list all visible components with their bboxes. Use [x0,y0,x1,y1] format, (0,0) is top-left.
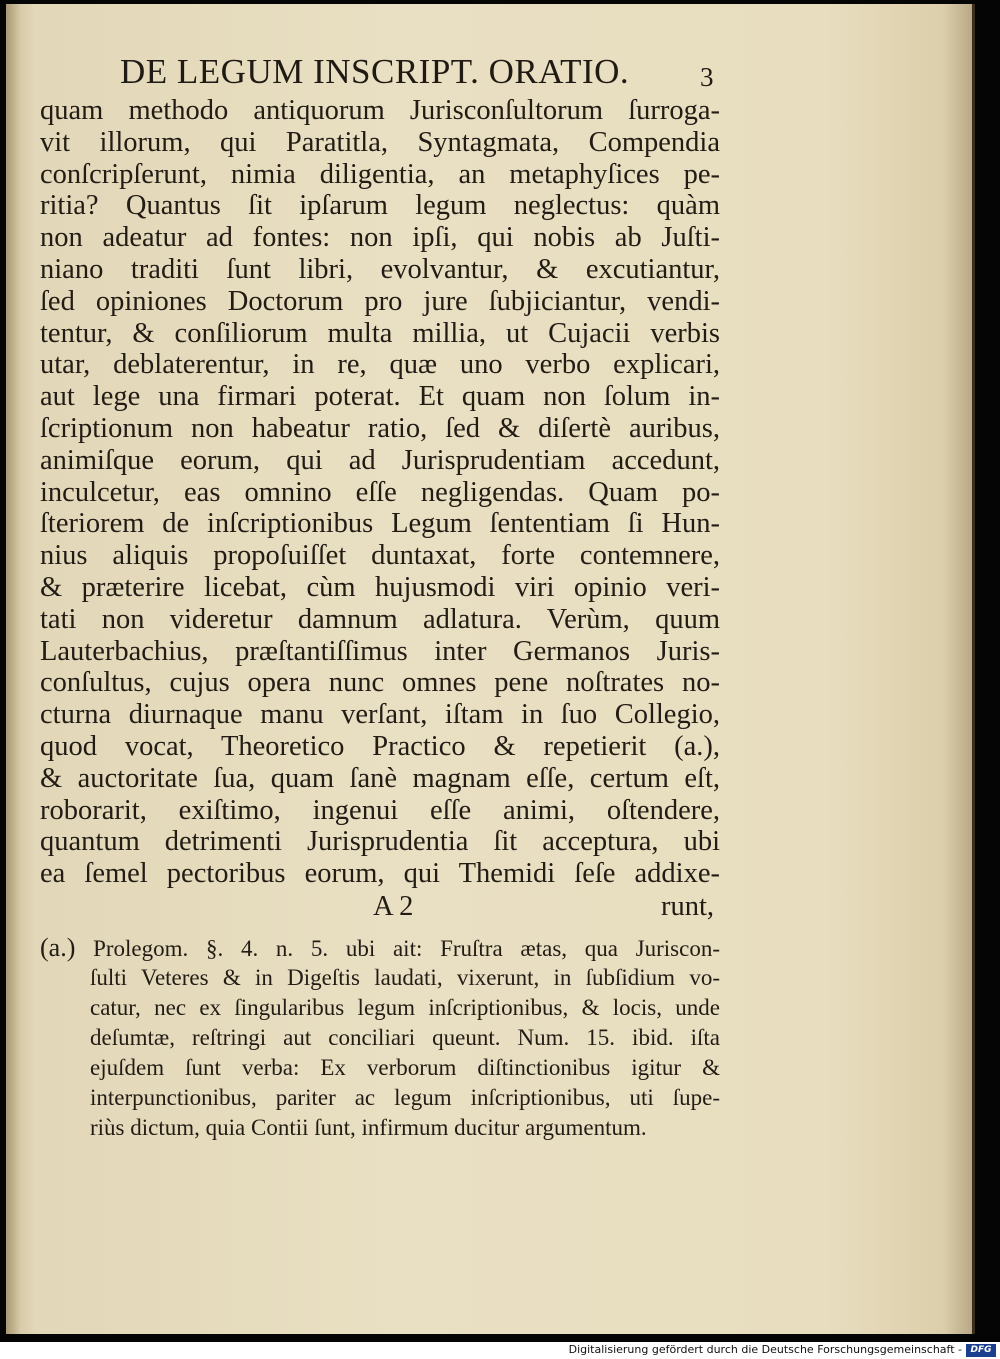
footnote-line: catur, nec ex ſingularibus legum inſcriptionibus, & locis, unde [90,995,720,1020]
text-line: ea ſemel pectoribus eorum, qui Themidi ſeſe addixe- [40,858,720,890]
page-gutter-shadow [6,4,20,1334]
text-line: quod vocat, Theoretico Practico & repetierit (a.), [40,730,720,762]
text-line: ſteriorem de inſcriptionibus Legum ſententiam ſi Hun- [40,508,720,540]
footnote-line: deſumtæ, reſtringi aut conciliari queunt. Num. 15. ibid. iſta [90,1025,720,1050]
text-line: niano traditi ſunt libri, evolvantur, & excutiantur, [40,253,720,285]
page-number: 3 [700,62,714,92]
text-line: conſcripſerunt, nimia diligentia, an metaphyſices pe- [40,158,720,190]
text-line: tentur, & conſiliorum multa millia, ut Cujacii verbis [40,317,720,349]
footnote-line: ejuſdem ſunt verba: Ex verborum diſtinctionibus igitur & [90,1055,720,1080]
funding-text: Digitalisierung gefördert durch die Deutsche Forschungsgemeinschaft - [568,1343,962,1356]
text-line: & præterire licebat, cùm hujusmodi viri opinio veri- [40,571,720,603]
footnote-line: interpunctionibus, pariter ac legum inſcriptionibus, uti ſupe- [90,1085,720,1110]
text-line: utar, deblaterentur, in re, quæ uno verbo explicari, [40,349,720,381]
text-line: inculcetur, eas omnino eſſe negligendas. Quam po- [40,476,720,508]
running-head: DE LEGUM INSCRIPT. ORATIO. [120,52,630,91]
funding-banner [0,1342,1000,1359]
footnote-line: riùs dictum, quia Contii ſunt, infirmum ducitur argumentum. [90,1115,647,1140]
text-line: ſcriptionum non habeatur ratio, ſed & diſertè auribus, [40,412,720,444]
main-text [40,95,720,890]
text-line: & auctoritate ſua, quam ſanè magnam eſſe, certum eſt, [40,762,720,794]
signature-line [40,891,720,923]
dfg-logo: DFG [966,1344,996,1357]
footnote-line [40,933,720,963]
text-line: ſed opiniones Doctorum pro jure ſubjiciantur, vendi- [40,285,720,317]
text-line: tati non videretur damnum adlatura. Verùm, quum [40,603,720,635]
text-line: cturna diurnaque manu verſant, iſtam in ſuo Collegio, [40,699,720,731]
text-line: aut lege una firmari poterat. Et quam non ſolum in- [40,381,720,413]
text-line: quantum detrimenti Jurisprudentia ſit acceptura, ubi [40,826,720,858]
footnote [40,933,720,1143]
text-line: Lauterbachius, præſtantiſſimus inter Germanos Juris- [40,635,720,667]
text-line: quam methodo antiquorum Jurisconſultorum ſurroga- [40,95,720,126]
text-line: vit illorum, qui Paratitla, Syntagmata, Compendia [40,126,720,158]
footnote-line: ſulti Veteres & in Digeſtis laudati, vixerunt, in ſubſidium vo- [90,965,720,990]
signature-mark: A 2 [373,891,414,922]
text-line: conſultus, cujus opera nunc omnes pene noſtrates no- [40,667,720,699]
text-line: ritia? Quantus ſit ipſarum legum neglectus: quàm [40,190,720,222]
text-line: nius aliquis propoſuiſſet duntaxat, forte contemnere, [40,540,720,572]
footnote-mark: (a.) [40,933,76,962]
text-line: non adeatur ad fontes: non ipſi, qui nobis ab Juſti- [40,222,720,254]
text-line: roborarit, exiſtimo, ingenui eſſe animi, oſtendere, [40,794,720,826]
catchword: runt, [660,891,714,922]
footnote-line-text: Prolegom. §. 4. n. 5. ubi ait: Fruſtra ætas, qua Juriscon- [93,936,720,961]
text-line: animiſque eorum, qui ad Jurisprudentiam accedunt, [40,444,720,476]
